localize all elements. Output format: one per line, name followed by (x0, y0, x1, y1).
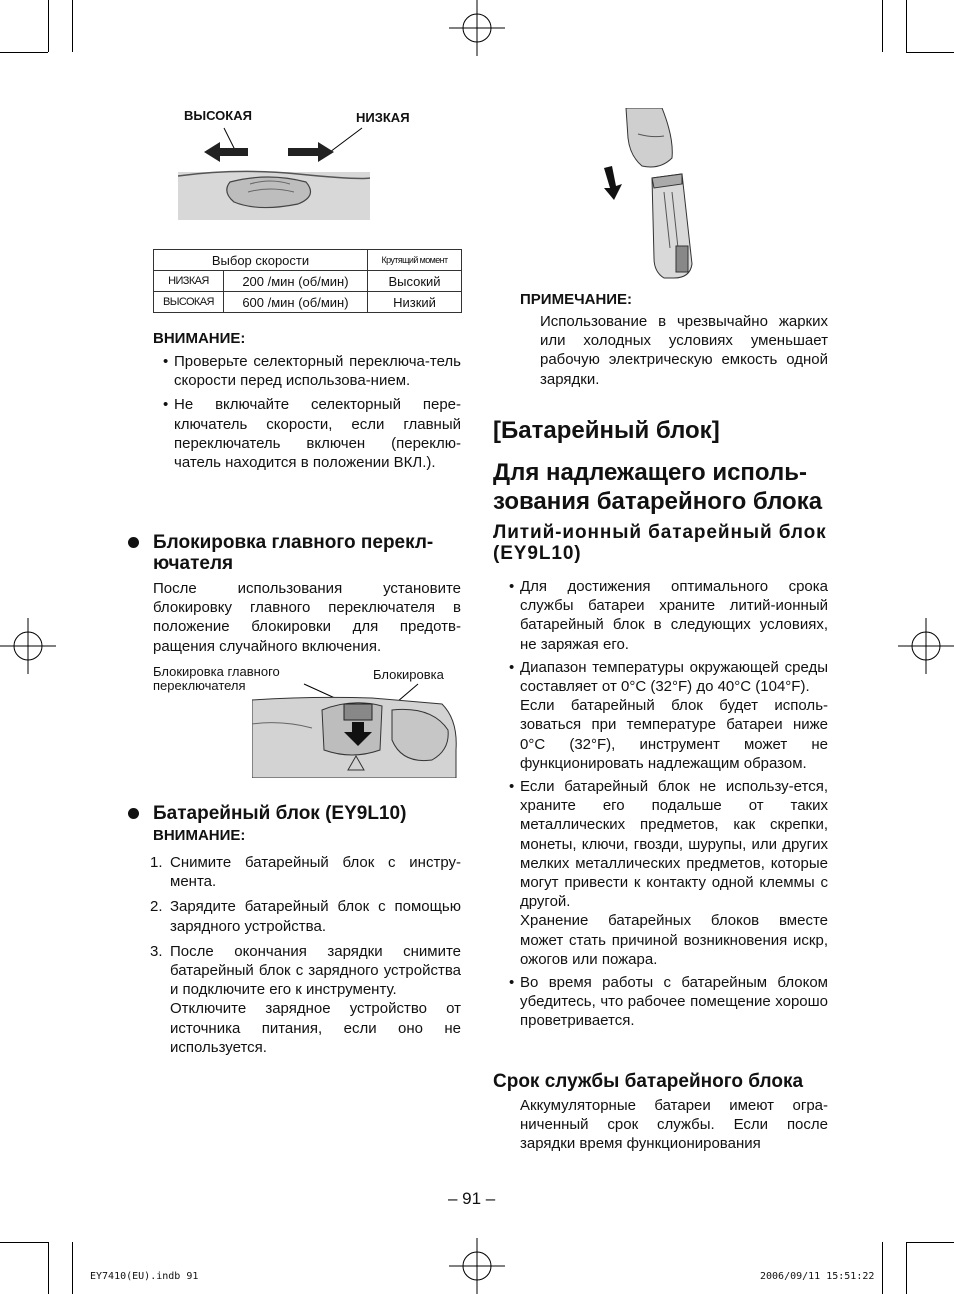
label-low: НИЗКАЯ (356, 110, 410, 125)
registration-mark (898, 618, 954, 674)
lock-section-title: Блокировка главного перекл-ючателя (153, 532, 434, 574)
crop-mark (48, 1242, 49, 1294)
battery-section-title: Батарейный блок (EY9L10) (153, 803, 407, 824)
table-header-torque: Крутящий момент (368, 250, 462, 271)
registration-mark (449, 1238, 505, 1294)
speed-table (153, 249, 462, 313)
fig-label-main-lock: Блокировка главного переключателя (153, 664, 280, 693)
list-item: 1. Снимите батарейный блок с инстру-мента. (150, 854, 461, 891)
speed-selector-illustration (178, 122, 370, 222)
caution-list (163, 352, 461, 472)
arrow-left-icon (204, 142, 248, 162)
list-item: 2. Зарядите батарейный блок с помощью зарядного устройства. (150, 898, 461, 935)
battery-removal-illustration (590, 108, 710, 283)
crop-mark (882, 1242, 883, 1294)
table-row: ВЫСОКАЯ 600 /мин (об/мин) Низкий (154, 292, 462, 313)
arrow-right-icon (288, 142, 334, 162)
note-title: ПРИМЕЧАНИЕ: (520, 291, 633, 308)
label-high: ВЫСОКАЯ (184, 108, 252, 123)
crop-mark (906, 52, 954, 53)
footer-timestamp: 2006/09/11 15:51:22 (760, 1271, 875, 1282)
crop-mark (72, 1242, 73, 1294)
list-item: • Для достижения оптимального срока службы батареи храните литий-ионный батарейный блок в следующих условиях, не заряжая его. (509, 578, 828, 653)
battery-caution-title: ВНИМАНИЕ: (153, 827, 246, 844)
registration-mark (0, 618, 56, 674)
crop-mark (882, 0, 883, 52)
liion-title: Литий-ионный батарейный блок (EY9L10) (493, 522, 827, 564)
fig-label-lock: Блокировка (373, 667, 444, 682)
list-item: 3. После окончания зарядки снимите батарейный блок с зарядного устройства и подключите его к инструменту. Отключите зарядное устройство от источника питания, если оно не используется. (150, 942, 461, 1056)
crop-mark (48, 0, 49, 52)
list-item: • Во время работы с батарейным блоком убедитесь, что рабочее помещение хорошо проветривается. (509, 974, 828, 1030)
footer-file: EY7410(EU).indb 91 (90, 1271, 199, 1282)
battery-block-subheading: Для надлежащего исполь-зования батарейного блока (493, 459, 823, 515)
crop-mark (906, 1242, 954, 1243)
list-item: • Диапазон температуры окружающей среды составляет от 0°C (32°F) до 40°C (104°F). Если батарейный блок будет исполь-зоваться при температуре батареи ниже 0°C (32°F), инструмент может не функционировать надлежащим образом. (509, 658, 828, 772)
liion-list (509, 577, 828, 1031)
page-number: – 91 – (448, 1189, 496, 1208)
section-bullet-icon (128, 537, 139, 548)
registration-mark (449, 0, 505, 56)
crop-mark (906, 0, 907, 52)
table-row: НИЗКАЯ 200 /мин (об/мин) Высокий (154, 271, 462, 292)
crop-mark (0, 52, 48, 53)
section-bullet-icon (128, 808, 139, 819)
arrow-down-icon (604, 166, 622, 200)
list-item: • Проверьте селекторный переключа-тель скорости перед использова-нием. (163, 353, 461, 390)
crop-mark (0, 1242, 48, 1243)
main-switch-lock-illustration (252, 680, 460, 778)
battery-block-heading: [Батарейный блок] (493, 417, 720, 444)
table-header-speed: Выбор скорости (154, 250, 368, 271)
crop-mark (72, 0, 73, 52)
battery-life-title: Срок службы батарейного блока (493, 1071, 804, 1092)
caution-title: ВНИМАНИЕ: (153, 330, 246, 347)
list-item: • Если батарейный блок не использу-ется, храните его подальше от таких металлических предметов, как скрепки, монеты, ключи, гвозди, шурупы, или других мелких металлических предметов, которые могут привести к контакту одной клеммы с другой. Хранение батарейных блоков вместе может стать причиной возникновения искр, ожогов или пожара. (509, 778, 828, 968)
list-item: • Не включайте селекторный пере-ключатель скорости, если главный переключатель включен (переклю-чатель находится в положении ВКЛ.). (163, 396, 461, 472)
battery-steps (150, 853, 461, 1057)
battery-life-text: Аккумуляторные батареи имеют огра-ниченный срок службы. Если после зарядки время функционирования (520, 1097, 828, 1153)
crop-mark (906, 1242, 907, 1294)
lock-section-text: После использования установите блокировку главного переключателя в положение блокировки для предотв-ращения случайного включения. (153, 580, 461, 655)
note-text: Использование в чрезвычайно жарких или холодных условиях уменьшает рабочую электрическую емкость одной зарядки. (540, 313, 828, 388)
